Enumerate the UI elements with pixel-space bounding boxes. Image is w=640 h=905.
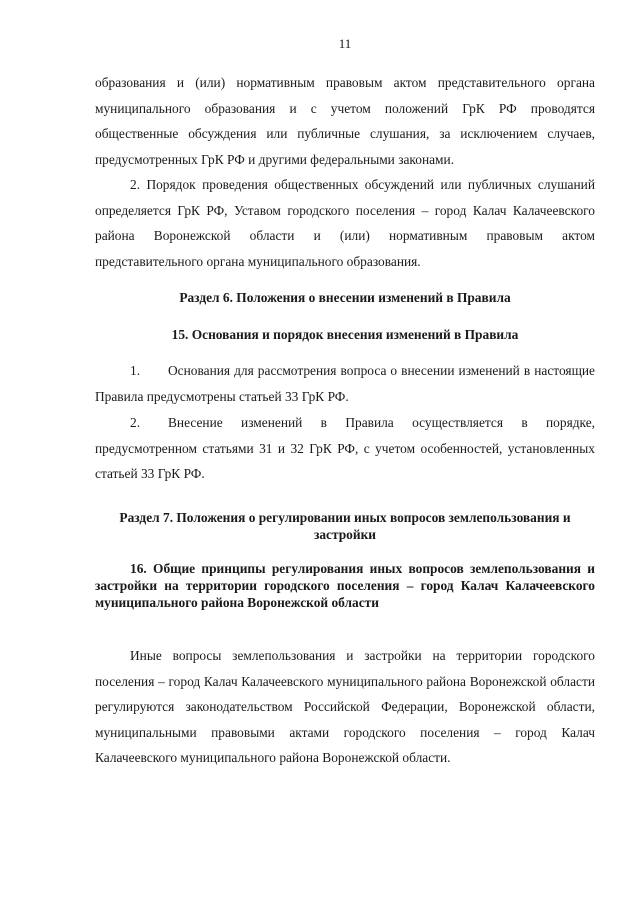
item-2-number: 2. [130,415,141,430]
article-16-title: 16. Общие принципы регулирования иных вопросов землепользования и застройки на территории городского поселения – город Калач Калачеевского муниципального района Воронежской области [95,561,595,610]
article-15-title: 15. Основания и порядок внесения изменений в Правила [171,327,519,342]
article-15-item-2 [95,410,595,487]
item-2-text: Внесение изменений в Правила осуществляется в порядке, предусмотренном статьями 31 и 32 ГрК РФ, с учетом особенностей, установленных статьей 33 ГрК РФ. [95,415,595,482]
section-6-title: Раздел 6. Положения о внесении изменений в Правила [179,290,511,305]
page-number: 11 [338,36,352,51]
section-7-title: Раздел 7. Положения о регулировании иных вопросов землепользования и застройки [119,510,571,542]
paragraph-continuation: образования и (или) нормативным правовым актом представительного органа муниципального образования и с учетом положений ГрК РФ проводятся общественные обсуждения или публичные слушания, за исключением случаев, предусмотренных ГрК РФ и другими федеральными законами. [95,75,595,167]
item-1-number: 1. [130,363,141,378]
item-1-text: Основания для рассмотрения вопроса о внесении изменений в настоящие Правила предусмотрены статьей 33 ГрК РФ. [95,363,595,404]
article-15-item-1 [95,358,595,409]
paragraph-last: Иные вопросы землепользования и застройки на территории городского поселения – город Калач Калачеевского муниципального района Воронежской области регулируются законодательством Российской Федерации, Воронежской области, муниципальными правовыми актами городского поселения – город Калач Калачеевского муниципального района Воронежской области. [95,648,595,766]
paragraph-2: 2. Порядок проведения общественных обсуждений или публичных слушаний определяется ГрК РФ, Уставом городского поселения – город Калач Калачеевского района Воронежской области и (или) нормативным правовым актом представительного органа муниципального образования. [95,177,595,269]
